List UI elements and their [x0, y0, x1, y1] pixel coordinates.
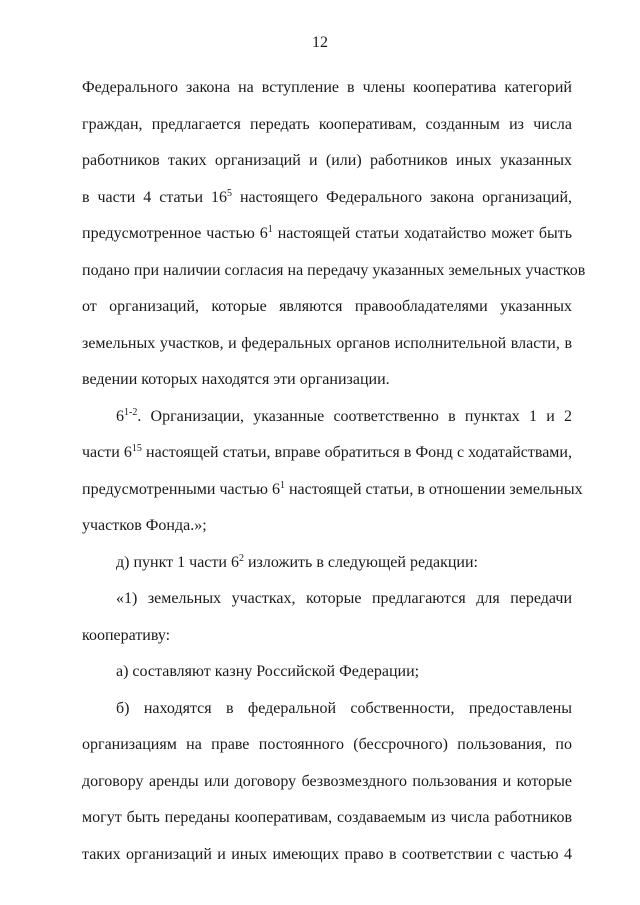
- text-line: подано при наличии согласия на передачу указанных земельных участков: [82, 261, 586, 279]
- superscript: 15: [131, 443, 142, 454]
- document-body: [82, 70, 586, 873]
- text-line: договору аренды или договору безвозмездного пользования и которые: [82, 772, 572, 790]
- text-line: «1) земельных участках, которые предлагаются для передачи: [116, 590, 572, 607]
- superscript: 1-2: [124, 406, 138, 418]
- text-line: кооперативу:: [82, 626, 171, 644]
- text-line: ведении которых находятся эти организации.: [82, 371, 390, 388]
- text-line: земельных участков, и федеральных органов исполнительной власти, в: [82, 334, 572, 352]
- text-line: Федерального закона на вступление в члены кооператива категорий: [82, 79, 572, 96]
- text-line: части $6^{15}$ настоящей статьи, вправе обратиться в Фонд с ходатайствами,: [82, 443, 572, 461]
- text-line: от организаций, которые являются правообладателями указанных: [82, 298, 572, 315]
- text-line: могут быть переданы кооперативам, создаваемым из числа работников: [82, 809, 572, 826]
- superscript: 5: [227, 187, 233, 199]
- text-line: б) находятся в федеральной собственности, предоставлены: [116, 699, 572, 717]
- text-line: а) составляют казну Российской Федерации;: [116, 663, 420, 680]
- text-line: граждан, предлагается передать кооперативам, созданным из числа: [82, 115, 572, 133]
- superscript: 1: [279, 479, 285, 491]
- text-line: в части 4 статьи $16^5$ настоящего Федерального закона организаций,: [82, 187, 572, 206]
- superscript: 1: [267, 224, 273, 235]
- superscript: 2: [238, 552, 244, 564]
- page-number: 12: [312, 34, 328, 51]
- text-line: участков Фонда.»;: [82, 517, 207, 534]
- text-line: предусмотренное частью $6^1$ настоящей статьи ходатайство может быть: [82, 224, 572, 242]
- text-line: д) пункт 1 части $6^2$ изложить в следующей редакции:: [116, 552, 478, 571]
- text-line: предусмотренными частью $6^1$ настоящей статьи, в отношении земельных: [82, 479, 583, 498]
- text-line: работников таких организаций и (или) работников иных указанных: [82, 152, 572, 169]
- text-line: таких организаций и иных имеющих право в соответствии с частью 4: [82, 845, 572, 863]
- text-line: 6$^{1-2}$. Организации, указанные соответственно в пунктах 1 и 2: [116, 406, 572, 425]
- text-line: организациям на праве постоянного (бессрочного) пользования, по: [82, 736, 572, 753]
